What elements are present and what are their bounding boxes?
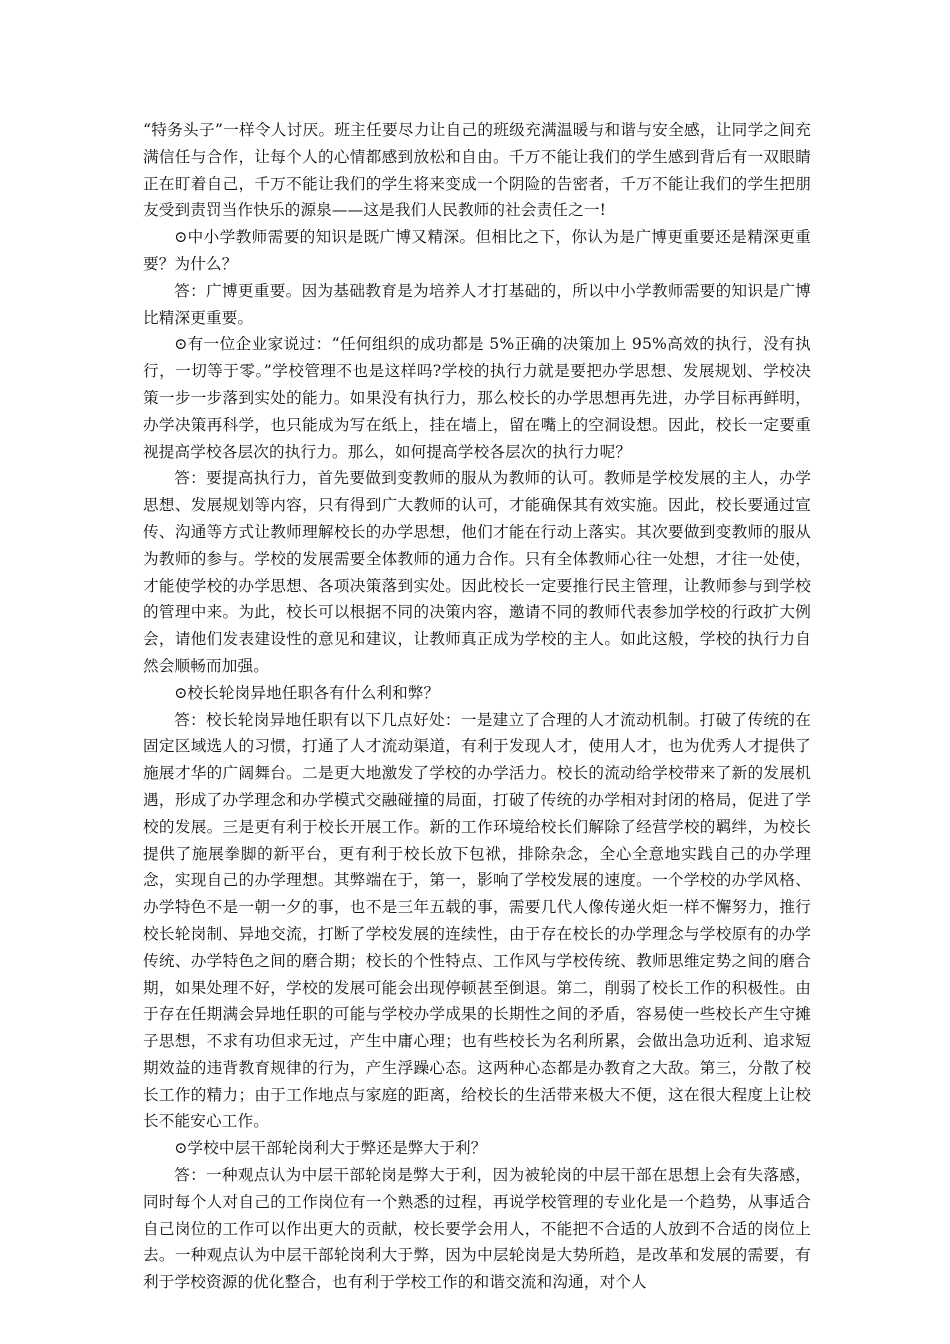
question-knowledge-breadth: ⊙中小学教师需要的知识是既广博又精深。但相比之下，你认为是广博更重要还是精深更重要？为什么？: [143, 228, 811, 273]
paragraph-continuation: “特务头子”一样令人讨厌。班主任要尽力让自己的班级充满温暖与和谐与安全感，让同学之间充满信任与合作，让每个人的心情都感到放松和自由。千万不能让我们的学生感到背后有一双眼睛正在盯着自己，千万不能让我们的学生将来变成一个阴险的告密者，千万不能让我们的学生把朋友受到责罚当作快乐的源泉——这是我们人民教师的社会责任之一!: [143, 121, 811, 220]
answer-principal-rotation: 答：校长轮岗异地任职有以下几点好处：一是建立了合理的人才流动机制。打破了传统的在固定区域选人的习惯，打通了人才流动渠道，有利于发现人才，使用人才，也为优秀人才提供了施展才华的广阔舞台。二是更大地激发了学校的办学活力。校长的流动给学校带来了新的发展机遇，形成了办学理念和办学模式交融碰撞的局面，打破了传统的办学相对封闭的格局，促进了学校的发展。三是更有利于校长开展工作。新的工作环境给校长们解除了经营学校的羁绊，为校长提供了施展拳脚的新平台，更有利于校长放下包袱，排除杂念，全心全意地实践自己的办学理念，实现自己的办学理想。其弊端在于，第一，影响了学校发展的速度。一个学校的办学风格、办学特色不是一朝一夕的事，也不是三年五载的事，需要几代人像传递火炬一样不懈努力，推行校长轮岗制、异地交流，打断了学校发展的连续性，由于存在校长的办学理念与学校原有的办学传统、办学特色之间的磨合期；校长的个性特点、工作风与学校传统、教师思维定势之间的磨合期，如果处理不好，学校的发展可能会出现停顿甚至倒退。第二，削弱了校长工作的积极性。由于存在任期满会异地任职的可能与学校办学成果的长期性之间的矛盾，容易使一些校长产生守摊子思想，不求有功但求无过，产生中庸心理；也有些校长为名利所累，会做出急功近利、追求短期效益的违背教育规律的行为，产生浮躁心态。这两种心态都是办教育之大敌。第三，分散了校长工作的精力；由于工作地点与家庭的距离，给校长的生活带来极大不便，这在很大程度上让校长不能安心工作。: [143, 710, 811, 1131]
question-middle-cadre-rotation: ⊙学校中层干部轮岗利大于弊还是弊大于利？: [174, 1139, 487, 1158]
question-execution: ⊙有一位企业家说过：“任何组织的成功都是 5%正确的决策加上 95%高效的执行，没有执行，一切等于零。”学校管理不也是这样吗?学校的执行力就是要把办学思想、发展规划、学校决策一步一步落到实处的能力。如果没有执行力，那么校长的办学思想再先进，办学目标再鲜明，办学决策再科学，也只能成为写在纸上，挂在墙上，留在嘴上的空洞设想。因此，校长一定要重视提高学校各层次的执行力。那么，如何提高学校各层次的执行力呢？: [143, 335, 811, 461]
question-principal-rotation: ⊙校长轮岗异地任职各有什么利和弊？: [174, 683, 440, 702]
document-body: [143, 117, 811, 1296]
answer-middle-cadre-rotation: 答：一种观点认为中层干部轮岗是弊大于利，因为被轮岗的中层干部在思想上会有失落感，同时每个人对自己的工作岗位有一个熟悉的过程，再说学校管理的专业化是一个趋势，从事适合自己岗位的工作可以作出更大的贡献，校长要学会用人，不能把不合适的人放到不合适的岗位上去。一种观点认为中层干部轮岗利大于弊，因为中层轮岗是大势所趋，是改革和发展的需要，有利于学校资源的优化整合，也有利于学校工作的和谐交流和沟通，对个人: [143, 1166, 811, 1292]
answer-execution: 答：要提高执行力，首先要做到变教师的服从为教师的认可。教师是学校发展的主人，办学思想、发展规划等内容，只有得到广大教师的认可，才能确保其有效实施。因此，校长要通过宣传、沟通等方式让教师理解校长的办学思想，他们才能在行动上落实。其次要做到变教师的服从为教师的参与。学校的发展需要全体教师的通力合作。只有全体教师心往一处想，才往一处使，才能使学校的办学思想、各项决策落到实处。因此校长一定要推行民主管理，让教师参与到学校的管理中来。为此，校长可以根据不同的决策内容，邀请不同的教师代表参加学校的行政扩大例会，请他们发表建设性的意见和建议，让教师真正成为学校的主人。如此这般，学校的执行力自然会顺畅而加强。: [143, 469, 811, 675]
answer-knowledge-breadth: 答：广博更重要。因为基础教育是为培养人才打基础的，所以中小学教师需要的知识是广博比精深更重要。: [143, 281, 811, 327]
